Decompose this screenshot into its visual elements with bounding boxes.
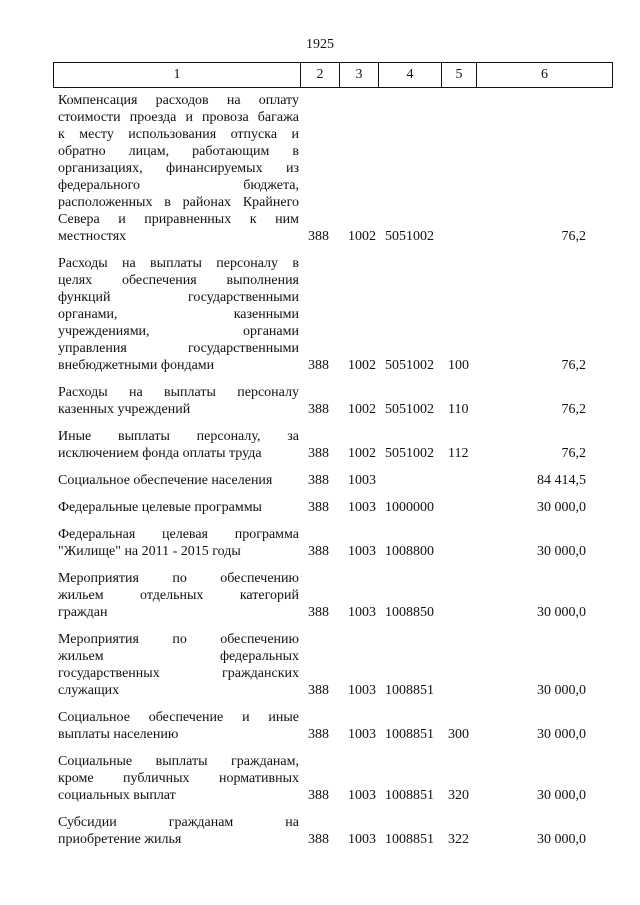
table-row [58, 753, 608, 804]
amount: 30 000,0 [537, 683, 586, 698]
description-line: к месту использования отпуска и [58, 127, 299, 142]
amount: 76,2 [561, 446, 586, 461]
ministry-code: 388 [308, 683, 329, 698]
amount: 30 000,0 [537, 500, 586, 515]
description-line: Социальное обеспечение населения [58, 473, 273, 488]
section-code: 1003 [348, 605, 376, 620]
amount: 76,2 [561, 229, 586, 244]
description-line: выплаты населению [58, 727, 179, 742]
table-row [58, 526, 608, 560]
table-row [58, 472, 608, 489]
section-code: 1003 [348, 832, 376, 847]
description-line: служащих [58, 683, 120, 698]
description-line: федерального бюджета, [58, 178, 299, 193]
description-line: стоимости проезда и провоза багажа [58, 110, 299, 125]
description-line: государственных гражданских [58, 666, 299, 681]
section-code: 1002 [348, 358, 376, 373]
amount: 84 414,5 [537, 473, 586, 488]
amount: 30 000,0 [537, 832, 586, 847]
ministry-code: 388 [308, 832, 329, 847]
budget-table-body [58, 92, 608, 858]
ministry-code: 388 [308, 473, 329, 488]
column-header-row [53, 62, 613, 88]
ministry-code: 388 [308, 727, 329, 742]
description-line: казенных учреждений [58, 402, 191, 417]
table-row [58, 631, 608, 699]
description-line: Севера и приравненных к ним [58, 212, 299, 227]
description-line: функций государственными [58, 290, 299, 305]
target-article-code: 1008851 [385, 727, 434, 742]
expense-type-code: 100 [448, 358, 469, 373]
description-line: Мероприятия по обеспечению [58, 632, 299, 647]
header-col-4: 4 [378, 63, 441, 87]
table-row [58, 499, 608, 516]
description-line: Компенсация расходов на оплату [58, 93, 299, 108]
amount: 76,2 [561, 358, 586, 373]
description-line: Социальные выплаты гражданам, [58, 754, 299, 769]
section-code: 1003 [348, 727, 376, 742]
header-col-3: 3 [339, 63, 378, 87]
section-code: 1003 [348, 788, 376, 803]
description-line: Расходы на выплаты персоналу в [58, 256, 299, 271]
table-row [58, 709, 608, 743]
header-col-5: 5 [441, 63, 476, 87]
description-line: Мероприятия по обеспечению [58, 571, 299, 586]
description-line: социальных выплат [58, 788, 176, 803]
header-col-6: 6 [476, 63, 612, 87]
description-line: Субсидии гражданам на [58, 815, 299, 830]
target-article-code: 5051002 [385, 229, 434, 244]
amount: 30 000,0 [537, 605, 586, 620]
section-code: 1003 [348, 544, 376, 559]
description-line: органами, казенными [58, 307, 299, 322]
table-row [58, 384, 608, 418]
target-article-code: 1008851 [385, 832, 434, 847]
description-line: учреждениями, органами [58, 324, 299, 339]
amount: 30 000,0 [537, 788, 586, 803]
section-code: 1003 [348, 500, 376, 515]
description-line: Иные выплаты персоналу, за [58, 429, 299, 444]
ministry-code: 388 [308, 605, 329, 620]
header-col-1: 1 [173, 67, 181, 82]
target-article-code: 5051002 [385, 446, 434, 461]
table-row [58, 570, 608, 621]
description-line: целях обеспечения выполнения [58, 273, 299, 288]
amount: 30 000,0 [537, 544, 586, 559]
expense-type-code: 300 [448, 727, 469, 742]
target-article-code: 1008800 [385, 544, 434, 559]
section-code: 1002 [348, 446, 376, 461]
section-code: 1002 [348, 402, 376, 417]
ministry-code: 388 [308, 402, 329, 417]
expense-type-code: 320 [448, 788, 469, 803]
amount: 30 000,0 [537, 727, 586, 742]
description-line: Социальное обеспечение и иные [58, 710, 299, 725]
ministry-code: 388 [308, 358, 329, 373]
page-number: 1925 [306, 37, 334, 52]
description-line: жильем федеральных [58, 649, 299, 664]
table-row [58, 92, 608, 245]
ministry-code: 388 [308, 544, 329, 559]
table-row [58, 255, 608, 374]
ministry-code: 388 [308, 788, 329, 803]
row-description [58, 92, 299, 245]
description-line: кроме публичных нормативных [58, 771, 299, 786]
description-line: жильем отдельных категорий [58, 588, 299, 603]
section-code: 1003 [348, 473, 376, 488]
target-article-code: 1000000 [385, 500, 434, 515]
ministry-code: 388 [308, 229, 329, 244]
description-line: обратно лицам, работающим в [58, 144, 299, 159]
table-row [58, 428, 608, 462]
description-line: Расходы на выплаты персоналу [58, 385, 299, 400]
ministry-code: 388 [308, 500, 329, 515]
expense-type-code: 110 [448, 402, 469, 417]
description-line: исключением фонда оплаты труда [58, 446, 262, 461]
description-line: приобретение жилья [58, 832, 182, 847]
description-line: управления государственными [58, 341, 299, 356]
target-article-code: 1008850 [385, 605, 434, 620]
description-line: организациях, финансируемых из [58, 161, 299, 176]
description-line: внебюджетными фондами [58, 358, 215, 373]
description-line: граждан [58, 605, 108, 620]
description-line: местностях [58, 229, 127, 244]
target-article-code: 1008851 [385, 788, 434, 803]
section-code: 1002 [348, 229, 376, 244]
header-col-2: 2 [300, 63, 339, 87]
ministry-code: 388 [308, 446, 329, 461]
amount: 76,2 [561, 402, 586, 417]
target-article-code: 5051002 [385, 402, 434, 417]
description-line: расположенных в районах Крайнего [58, 195, 299, 210]
section-code: 1003 [348, 683, 376, 698]
expense-type-code: 112 [448, 446, 469, 461]
description-line: Федеральная целевая программа [58, 527, 299, 542]
target-article-code: 5051002 [385, 358, 434, 373]
expense-type-code: 322 [448, 832, 469, 847]
description-line: Федеральные целевые программы [58, 500, 262, 515]
table-row [58, 814, 608, 848]
target-article-code: 1008851 [385, 683, 434, 698]
description-line: "Жилище" на 2011 - 2015 годы [58, 544, 241, 559]
